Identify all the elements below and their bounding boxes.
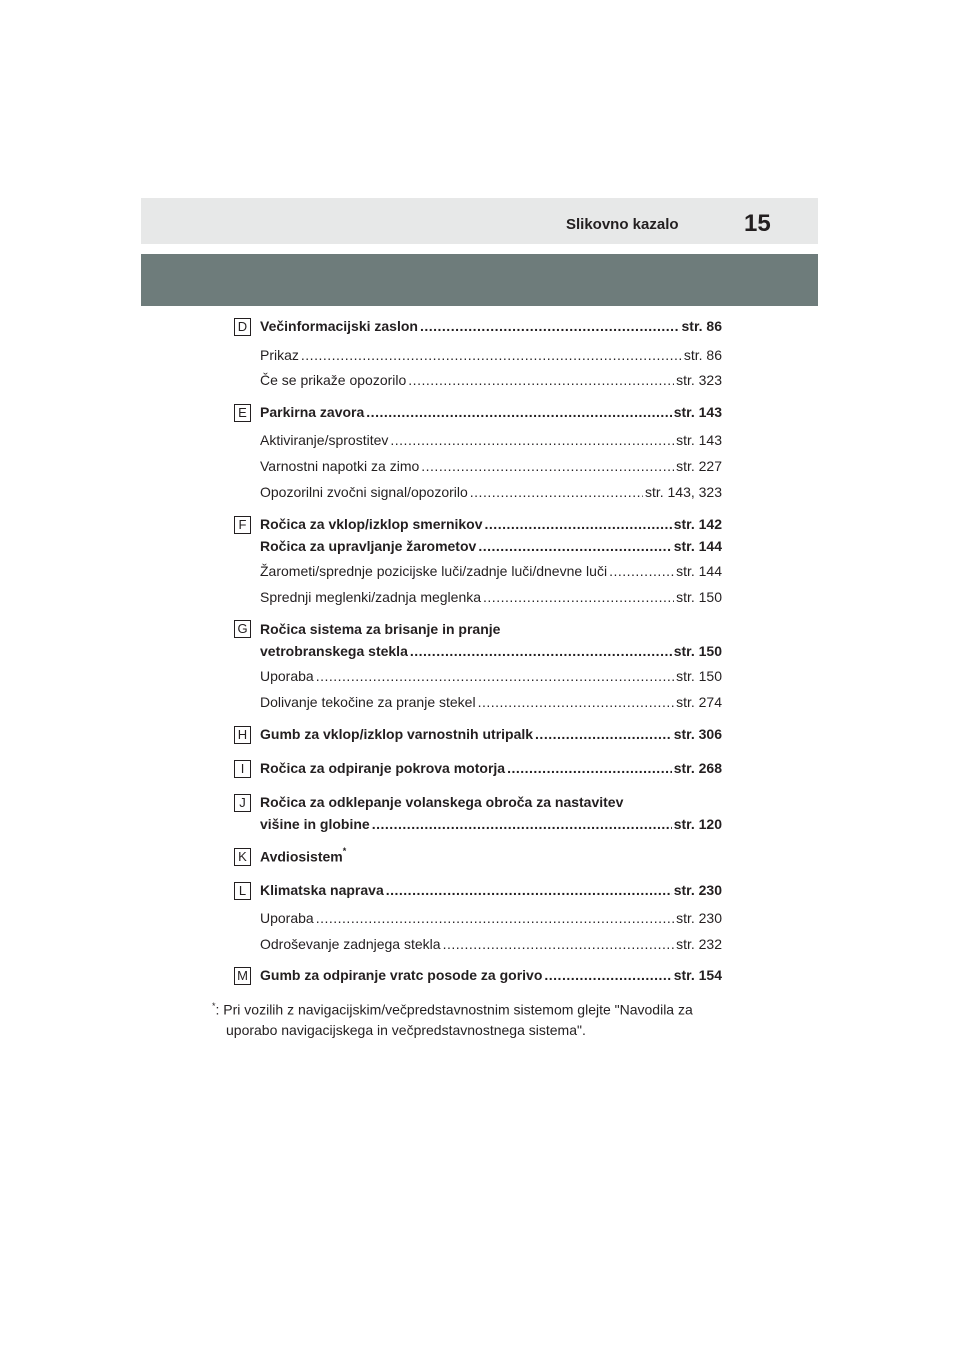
entry-label: Aktiviranje/sprostitev — [260, 432, 389, 448]
entry-label: višine in globine — [260, 816, 370, 832]
entry-label: Klimatska naprava — [260, 882, 384, 898]
letter-badge-i: I — [234, 760, 251, 778]
entry-label: Žarometi/sprednje pozicijske luči/zadnje luči/dnevne luči — [260, 563, 608, 579]
entry-label: Prikaz — [260, 347, 299, 363]
entry-label: Odroševanje zadnjega stekla — [260, 936, 441, 952]
letter-badge-j: J — [234, 794, 251, 812]
letter-badge-f: F — [234, 516, 251, 534]
index-entry[interactable] — [260, 967, 722, 983]
index-entry[interactable] — [260, 760, 722, 776]
entry-label: Avdiosistem — [260, 848, 343, 865]
entry-label: Uporaba — [260, 668, 314, 684]
page-ref: str. 144 — [673, 538, 722, 554]
index-subentry[interactable] — [260, 432, 722, 448]
page-ref: str. 306 — [673, 726, 722, 742]
index-subentry[interactable] — [260, 910, 722, 926]
page-ref: str. 143 — [673, 404, 722, 420]
page-ref: str. 150 — [676, 589, 722, 605]
page-ref: str. 143, 323 — [644, 484, 722, 500]
page-number: 15 — [744, 210, 771, 237]
index-subentry[interactable] — [260, 347, 722, 363]
index-subentry[interactable] — [260, 372, 722, 388]
page-ref: str. 227 — [676, 458, 722, 474]
index-entry[interactable] — [260, 848, 346, 865]
letter-badge-m: M — [234, 967, 251, 985]
entry-label: Večinformacijski zaslon — [260, 318, 418, 334]
index-subentry[interactable] — [260, 484, 722, 500]
index-entry[interactable] — [260, 816, 722, 832]
footnote-mark: * — [342, 846, 347, 856]
index-entry[interactable] — [260, 404, 722, 420]
footnote-text-line1: : Pri vozilih z navigacijskim/večpredstavnostnim sistemom glejte "Navodila za — [215, 1001, 693, 1018]
page-ref: str. 230 — [673, 882, 722, 898]
letter-badge-d: D — [234, 318, 251, 336]
page-ref: str. 120 — [673, 816, 722, 832]
page-ref: str. 232 — [676, 936, 722, 952]
index-subentry[interactable] — [260, 458, 722, 474]
letter-badge-h: H — [234, 726, 251, 744]
page-ref: str. 144 — [676, 563, 722, 579]
header-band — [141, 198, 818, 244]
index-subentry[interactable] — [260, 589, 722, 605]
page-ref: str. 150 — [676, 668, 722, 684]
index-entry[interactable] — [260, 643, 722, 659]
entry-label: Če se prikaže opozorilo — [260, 372, 407, 388]
footnote-mark: * — [212, 1001, 216, 1011]
footnote — [212, 996, 732, 1040]
page-ref: str. 274 — [676, 694, 722, 710]
index-subentry[interactable] — [260, 563, 722, 579]
page-ref: str. 86 — [683, 347, 722, 363]
index-subentry[interactable] — [260, 694, 722, 710]
page-ref: str. 268 — [673, 760, 722, 776]
footnote-text-line2: uporabo navigacijskega in večpredstavnostnega sistema". — [226, 1021, 586, 1038]
index-entry[interactable] — [260, 882, 722, 898]
entry-label: Uporaba — [260, 910, 314, 926]
entry-label: Ročica za vklop/izklop smernikov — [260, 516, 483, 532]
page-ref: str. 150 — [673, 643, 722, 659]
index-entry[interactable] — [260, 726, 722, 742]
page-ref: str. 142 — [673, 516, 722, 532]
entry-label: vetrobranskega stekla — [260, 643, 408, 659]
entry-label: Varnostni napotki za zimo — [260, 458, 420, 474]
entry-label: Ročica za odpiranje pokrova motorja — [260, 760, 506, 776]
letter-badge-e: E — [234, 404, 251, 422]
index-entry[interactable] — [260, 318, 722, 334]
page-ref: str. 230 — [676, 910, 722, 926]
index-entry[interactable] — [260, 538, 722, 554]
letter-badge-k: K — [234, 848, 251, 866]
page-ref: str. 154 — [673, 967, 722, 983]
entry-label-line1: Ročica sistema za brisanje in pranje — [260, 621, 501, 637]
letter-badge-l: L — [234, 882, 251, 900]
section-bar — [141, 254, 818, 306]
entry-label: Ročica za upravljanje žarometov — [260, 538, 477, 554]
index-subentry[interactable] — [260, 668, 722, 684]
entry-label: Dolivanje tekočine za pranje stekel — [260, 694, 476, 710]
entry-label: Gumb za odpiranje vratc posode za gorivo — [260, 967, 543, 983]
entry-label: Gumb za vklop/izklop varnostnih utripalk — [260, 726, 534, 742]
entry-label: Sprednji meglenki/zadnja meglenka — [260, 589, 482, 605]
letter-badge-g: G — [234, 620, 251, 638]
page-ref: str. 323 — [676, 372, 722, 388]
page-ref: str. 143 — [676, 432, 722, 448]
section-title: Slikovno kazalo — [566, 216, 679, 233]
entry-label-line1: Ročica za odklepanje volanskega obroča za nastavitev — [260, 794, 624, 810]
index-subentry[interactable] — [260, 936, 722, 952]
page-ref: str. 86 — [681, 318, 722, 334]
entry-label: Opozorilni zvočni signal/opozorilo — [260, 484, 468, 500]
index-entry[interactable] — [260, 516, 722, 532]
entry-label: Parkirna zavora — [260, 404, 365, 420]
